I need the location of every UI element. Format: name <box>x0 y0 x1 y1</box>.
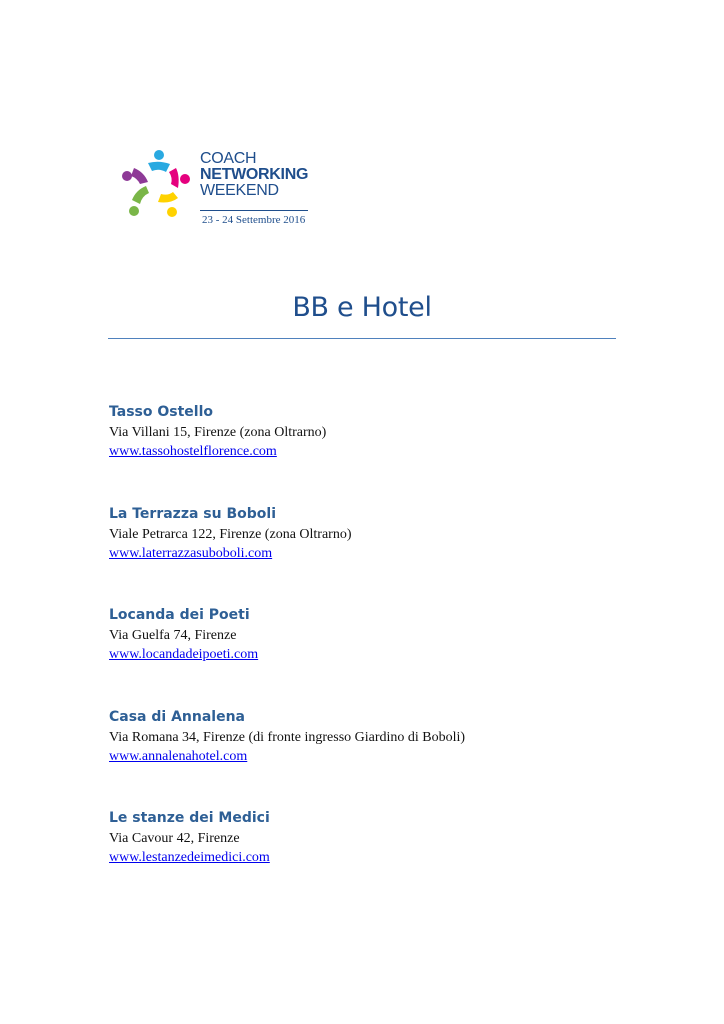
page-title: BB e Hotel <box>292 292 432 323</box>
logo-line-1: COACH <box>200 150 257 167</box>
logo-wordmark <box>200 151 308 199</box>
hotel-website-link[interactable]: www.laterrazzasuboboli.com <box>109 545 273 561</box>
hotel-address: Viale Petrarca 122, Firenze (zona Oltrarno) <box>109 526 352 542</box>
hotel-website-link[interactable]: www.lestanzedeimedici.com <box>109 850 270 865</box>
hotel-address: Via Cavour 42, Firenze <box>109 831 240 846</box>
hotel-address: Via Romana 34, Firenze (di fronte ingresso Giardino di Boboli) <box>109 729 466 745</box>
hotel-entry <box>109 806 609 908</box>
title-divider <box>108 338 616 339</box>
hotel-name: Le stanze dei Medici <box>109 810 270 826</box>
hotel-website-link[interactable]: www.tassohostelflorence.com <box>109 444 277 459</box>
hotel-name: La Terrazza su Boboli <box>109 505 277 522</box>
logo-line-2: NETWORKING <box>200 166 309 183</box>
hotel-entry <box>109 502 609 604</box>
hotel-entry <box>109 705 609 807</box>
hotel-entry <box>109 603 609 705</box>
people-circle-icon <box>118 146 198 226</box>
hotel-address: Via Guelfa 74, Firenze <box>109 628 237 643</box>
hotel-website-link[interactable]: www.locandadeipoeti.com <box>109 647 259 662</box>
logo-date: 23 - 24 Settembre 2016 <box>202 214 306 226</box>
event-logo <box>118 146 318 230</box>
logo-divider <box>200 210 308 211</box>
hotel-list <box>109 400 609 908</box>
hotel-entry <box>109 400 609 502</box>
hotel-name: Locanda dei Poeti <box>109 607 250 623</box>
logo-line-3: WEEKEND <box>200 182 279 199</box>
hotel-name: Casa di Annalena <box>109 708 245 725</box>
hotel-address: Via Villani 15, Firenze (zona Oltrarno) <box>109 425 327 440</box>
hotel-name: Tasso Ostello <box>109 404 213 420</box>
hotel-website-link[interactable]: www.annalenahotel.com <box>109 748 248 764</box>
